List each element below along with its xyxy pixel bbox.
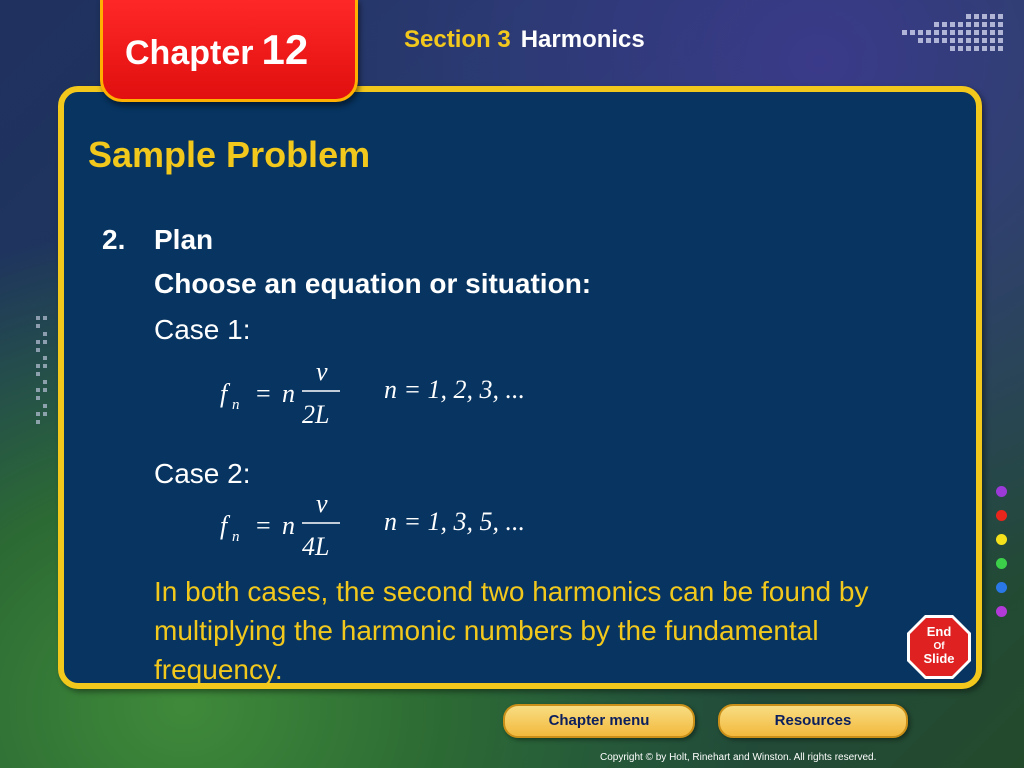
- grid-dot: [934, 30, 939, 35]
- case2-label: Case 2:: [154, 458, 251, 489]
- eq-condition: n = 1, 3, 5, ...: [384, 507, 526, 536]
- grid-dot: [982, 14, 987, 19]
- grid-dot: [974, 38, 979, 43]
- grid-dot: [998, 38, 1003, 43]
- grid-dot: [966, 22, 971, 27]
- color-dot: [996, 606, 1007, 617]
- grid-dot: [950, 30, 955, 35]
- grid-dot: [43, 404, 47, 408]
- grid-dot: [36, 316, 40, 320]
- grid-dot: [990, 14, 995, 19]
- grid-dot: [942, 22, 947, 27]
- grid-dot: [974, 46, 979, 51]
- chapter-menu-button[interactable]: Chapter menu: [503, 704, 695, 738]
- eq-numerator: v: [316, 357, 328, 386]
- grid-dot: [43, 316, 47, 320]
- grid-dot: [950, 46, 955, 51]
- section-name: Harmonics: [520, 26, 645, 53]
- grid-dot: [998, 46, 1003, 51]
- grid-dot: [910, 30, 915, 35]
- color-dot: [996, 558, 1007, 569]
- grid-dot: [990, 22, 995, 27]
- grid-dot: [966, 30, 971, 35]
- grid-dot: [934, 38, 939, 43]
- section-label: Section 3: [404, 26, 511, 53]
- section-header: [404, 26, 645, 54]
- grid-dot: [974, 30, 979, 35]
- end-of-slide-button[interactable]: [906, 614, 972, 680]
- chapter-tab: [100, 0, 358, 102]
- eq-lhs-subscript: n: [232, 529, 240, 545]
- end-label-1: End: [926, 624, 952, 639]
- chapter-title: [125, 26, 308, 74]
- grid-dot: [36, 388, 40, 392]
- grid-dot: [998, 14, 1003, 19]
- grid-dot: [36, 420, 40, 424]
- grid-dot: [950, 22, 955, 27]
- grid-dot: [998, 30, 1003, 35]
- eq-lhs-f: f: [220, 379, 228, 408]
- harmonics-note: In both cases, the second two harmonics can be found by multiplying the harmonic numbers by the fundamental frequency.: [154, 576, 869, 685]
- eq-condition: n = 1, 2, 3, ...: [384, 375, 526, 404]
- eq-equals: =: [256, 379, 271, 408]
- eq-denominator: 4L: [302, 532, 330, 561]
- grid-dot: [982, 38, 987, 43]
- grid-dot: [43, 332, 47, 336]
- decorative-dot-grid: [896, 14, 1006, 54]
- grid-dot: [926, 38, 931, 43]
- eq-denominator: 2L: [302, 400, 330, 429]
- color-dot: [996, 486, 1007, 497]
- eq-coefficient: n: [282, 511, 295, 540]
- grid-dot: [942, 38, 947, 43]
- color-dot: [996, 534, 1007, 545]
- resources-button[interactable]: Resources: [718, 704, 908, 738]
- grid-dot: [958, 30, 963, 35]
- grid-dot: [990, 30, 995, 35]
- case1-equation: [208, 358, 568, 438]
- copyright-text: Copyright © by Holt, Rinehart and Winston. All rights reserved.: [600, 752, 877, 763]
- grid-dot: [43, 356, 47, 360]
- grid-dot: [966, 14, 971, 19]
- chapter-label: Chapter: [125, 34, 254, 72]
- grid-dot: [36, 348, 40, 352]
- step-title: Plan: [154, 224, 214, 255]
- grid-dot: [36, 412, 40, 416]
- grid-dot: [982, 30, 987, 35]
- grid-dot: [990, 46, 995, 51]
- grid-dot: [36, 364, 40, 368]
- grid-dot: [43, 364, 47, 368]
- decorative-color-dots: [996, 486, 1010, 646]
- case1-label: Case 1:: [154, 314, 251, 345]
- grid-dot: [966, 38, 971, 43]
- eq-equals: =: [256, 511, 271, 540]
- grid-dot: [974, 14, 979, 19]
- grid-dot: [902, 30, 907, 35]
- grid-dot: [43, 340, 47, 344]
- end-label-3: Slide: [923, 651, 955, 666]
- color-dot: [996, 582, 1007, 593]
- grid-dot: [974, 22, 979, 27]
- grid-dot: [958, 46, 963, 51]
- grid-dot: [966, 46, 971, 51]
- grid-dot: [43, 388, 47, 392]
- grid-dot: [926, 30, 931, 35]
- eq-coefficient: n: [282, 379, 295, 408]
- eq-lhs-f: f: [220, 511, 228, 540]
- grid-dot: [43, 412, 47, 416]
- eq-numerator: v: [316, 489, 328, 518]
- grid-dot: [950, 38, 955, 43]
- step-number: 2.: [102, 224, 126, 255]
- grid-dot: [990, 38, 995, 43]
- end-label-2: Of: [933, 641, 945, 652]
- grid-dot: [982, 22, 987, 27]
- grid-dot: [918, 38, 923, 43]
- decorative-dot-column: [36, 316, 50, 436]
- eq-lhs-subscript: n: [232, 397, 240, 413]
- grid-dot: [36, 324, 40, 328]
- grid-dot: [982, 46, 987, 51]
- slide-title: Sample Problem: [88, 134, 371, 175]
- grid-dot: [942, 30, 947, 35]
- grid-dot: [36, 340, 40, 344]
- case2-equation: [208, 490, 568, 570]
- grid-dot: [36, 372, 40, 376]
- chapter-number: 12: [261, 26, 309, 73]
- grid-dot: [958, 38, 963, 43]
- grid-dot: [36, 396, 40, 400]
- grid-dot: [43, 380, 47, 384]
- step-description: Choose an equation or situation:: [154, 268, 592, 299]
- grid-dot: [934, 22, 939, 27]
- color-dot: [996, 510, 1007, 521]
- grid-dot: [998, 22, 1003, 27]
- grid-dot: [958, 22, 963, 27]
- grid-dot: [918, 30, 923, 35]
